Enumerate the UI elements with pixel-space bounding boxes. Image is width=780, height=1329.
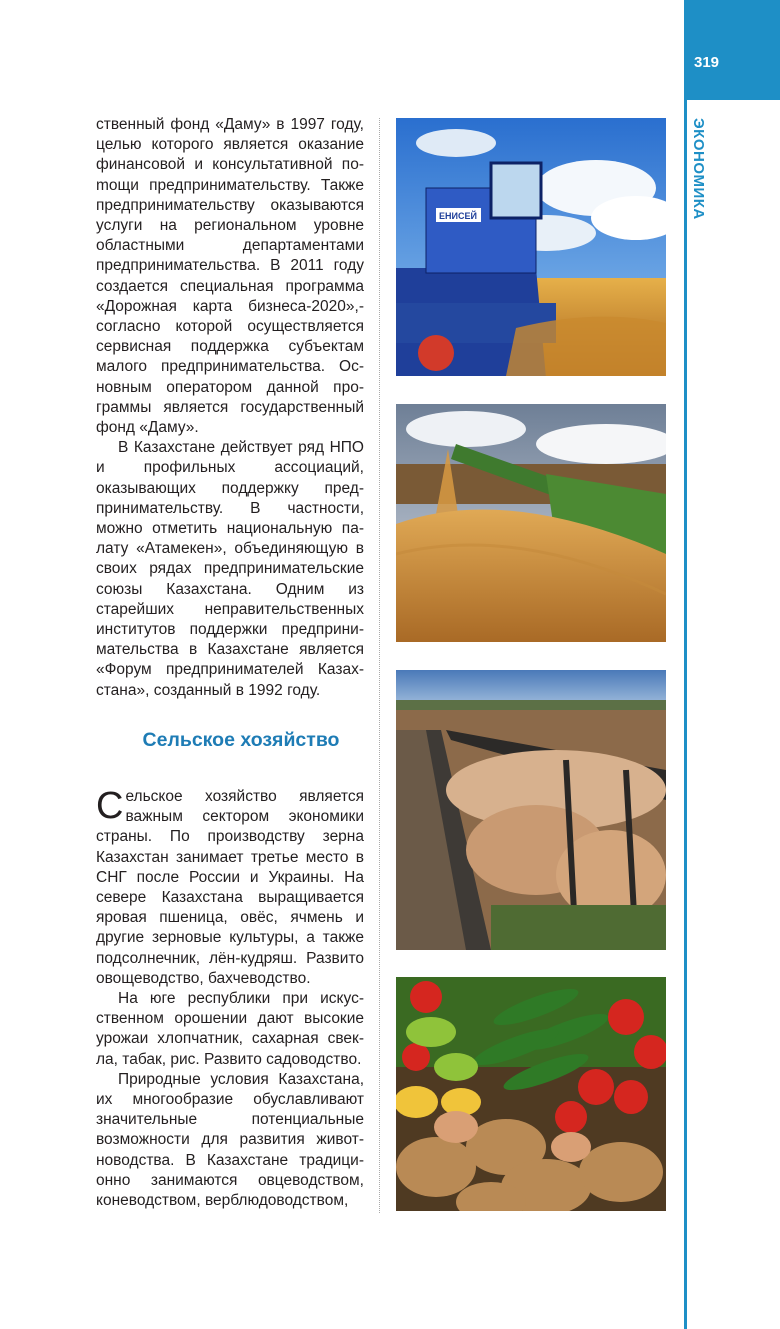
text-column (96, 115, 364, 1211)
combine-harvester-photo (396, 118, 666, 376)
right-margin-rule (684, 0, 687, 1329)
running-section-label: ЭКОНОМИКА (690, 118, 707, 220)
column-separator (379, 118, 380, 1213)
page-number-tab (684, 0, 780, 100)
paragraph: Природные условия Казахстана, их многообразие обуславливают значительные потенциальные возможности для развития животноводства. В Казахстане традиционно занимаются овцеводством, коневодством, верблюдоводством, (96, 1070, 364, 1209)
combine-brand-text: ЕНИСЕЙ (439, 211, 477, 221)
combine-harvester-image (396, 118, 666, 376)
page-number: 319 (694, 54, 720, 71)
paragraph-with-dropcap (96, 784, 364, 989)
vegetables-image (396, 977, 666, 1211)
drop-cap: С (96, 784, 124, 827)
grain-pile-image (396, 404, 666, 642)
section-heading: Сельское хозяйство (142, 728, 340, 751)
paragraph: ственный фонд «Даму» в 1997 году, целью которого является оказание финансовой и консультативной поmощи предпринимательству. Также предпринимательству оказываются услуги на региональном уровне областными департаментами предпринимательства. В 2011 году создается специальная программа «Дорожная карта бизнеса-2020»,- согласно которой осуществляется сервисная поддержка субъектам малого предпринимательства. Основным оператором данной программы является государственный фонд «Даму». (96, 116, 364, 437)
paragraph: В Казахстане действует ряд НПО и профильных ассоциаций, оказывающих поддержку предпринимательству. В частности, можно отметить национальную палату «Атамекен», объединяющую в своих рядах предпринимательские союзы Казахстана. Одним из старейших неправительственных институтов поддержки предпринимательства в Казахстане является «Форум предпринимателей Казахстана», созданный в 1992 году. (96, 439, 364, 699)
vegetables-photo (396, 977, 666, 1211)
cattle-image (396, 670, 666, 950)
cattle-feedlot-photo (396, 670, 666, 950)
grain-harvest-photo (396, 404, 666, 642)
paragraph: На юге республики при искусственном орошении дают высокие урожаи хлопчатник, сахарная свекла, табак, рис. Развито садоводство. (96, 989, 364, 1068)
paragraph-text: ельское хозяйство является важным сектором экономики страны. По производству зерна Казахстан занимает третье место в СНГ после России и Украины. На севере Казахстана выращивается яровая пшеница, овёс, ячмень и другие зерновые культуры, а также подсолнечник, лён-кудряш. Развито овощеводство, бахчеводство. (96, 787, 364, 987)
